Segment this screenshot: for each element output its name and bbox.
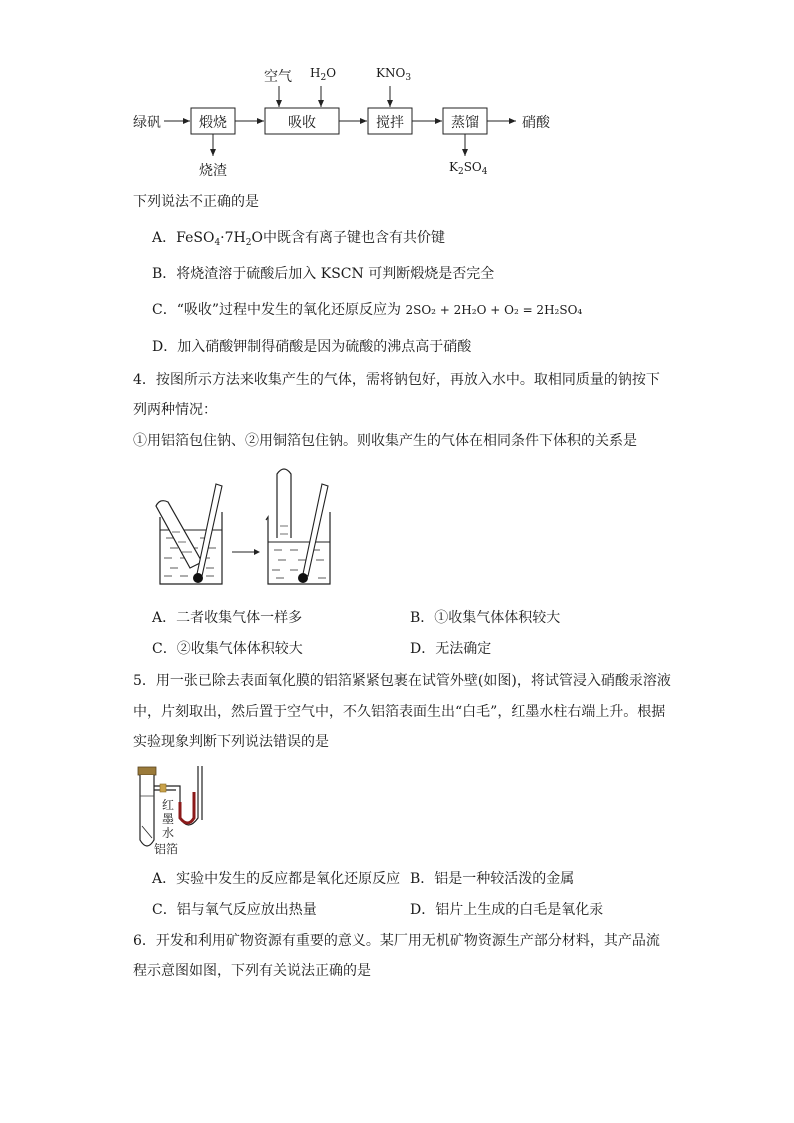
q6-stem-line1: 6．开发和利用矿物资源有重要的意义。某厂用无机矿物资源生产部分材料，其产品流 (133, 933, 660, 949)
flow-box-absorb: 吸收 (288, 115, 316, 131)
q4-option-b: B．①收集气体体积较大 (410, 610, 561, 626)
flow-water-label: $H_2O$ (310, 66, 337, 83)
q5-label-foil: 铝箔 (154, 842, 179, 856)
q5-label-water: 水 (162, 826, 175, 840)
q5-label-ink: 墨 (162, 812, 175, 826)
q4-stem-line2: 列两种情况： (133, 402, 217, 418)
flow-slag-label: 烧渣 (199, 163, 227, 179)
flow-arrows (0, 0, 794, 190)
q5-option-b: B．铝是一种较活泼的金属 (410, 871, 575, 887)
q4-option-c: C．②收集气体体积较大 (152, 641, 303, 657)
q3-option-b: B．将烧渣溶于硫酸后加入 KSCN 可判断煅烧是否完全 (152, 266, 495, 282)
q5-option-a: A．实验中发生的反应都是氧化还原反应 (152, 871, 401, 887)
q5-stem-line3: 实验现象判断下列说法错误的是 (133, 734, 329, 750)
q3-stem: 下列说法不正确的是 (133, 194, 259, 210)
process-flow-diagram (0, 0, 794, 190)
flow-air-label: 空气 (264, 69, 292, 85)
q6-stem-line2: 程示意图如图，下列有关说法正确的是 (133, 963, 371, 979)
q5-label-red: 红 (162, 798, 175, 812)
q4-stem-line3: ①用铝箔包住钠、②用铜箔包住钠。则收集产生的气体在相同条件下体积的关系是 (133, 433, 637, 449)
flow-k2so4-label: $K_2SO_4$ (449, 160, 488, 177)
q3-option-d: D．加入硝酸钾制得硝酸是因为硫酸的沸点高于硝酸 (152, 339, 472, 355)
q5-option-c: C．铝与氧气反应放出热量 (152, 902, 317, 918)
q4-stem-line1: 4．按图所示方法来收集产生的气体，需将钠包好，再放入水中。取相同质量的钠按下 (133, 372, 660, 388)
flow-input-label: 绿矾 (133, 115, 161, 131)
flow-kno3-label: $KNO_3$ (376, 66, 412, 83)
q4-beaker-figure (150, 462, 350, 592)
flow-box-distill: 蒸馏 (451, 115, 479, 131)
q4-option-a: A．二者收集气体一样多 (152, 610, 303, 626)
q5-option-d: D．铝片上生成的白毛是氧化汞 (410, 902, 604, 918)
q3-option-a: A．$FeSO_4\cdot 7H_2O$中既含有离子键也含有共价键 (152, 230, 445, 248)
q4-option-d: D．无法确定 (410, 641, 492, 657)
q5-test-tube-figure (128, 762, 228, 858)
beaker-left (156, 484, 222, 584)
beaker-right (266, 469, 330, 584)
q3-option-c: C．“吸收”过程中发生的氧化还原反应为 2SO₂ + 2H₂O + O₂ = 2H₂SO₄ (152, 302, 583, 318)
flow-box-calcine: 煅烧 (199, 115, 227, 131)
flow-box-stir: 搅拌 (376, 115, 404, 131)
flow-output-label: 硝酸 (522, 115, 550, 131)
q5-stem-line2: 中，片刻取出，然后置于空气中，不久铝箔表面生出“白毛”，红墨水柱右端上升。根据 (133, 704, 666, 720)
q5-stem-line1: 5．用一张已除去表面氧化膜的铝箔紧紧包裹在试管外壁(如图)，将试管浸入硝酸汞溶液 (133, 673, 671, 689)
